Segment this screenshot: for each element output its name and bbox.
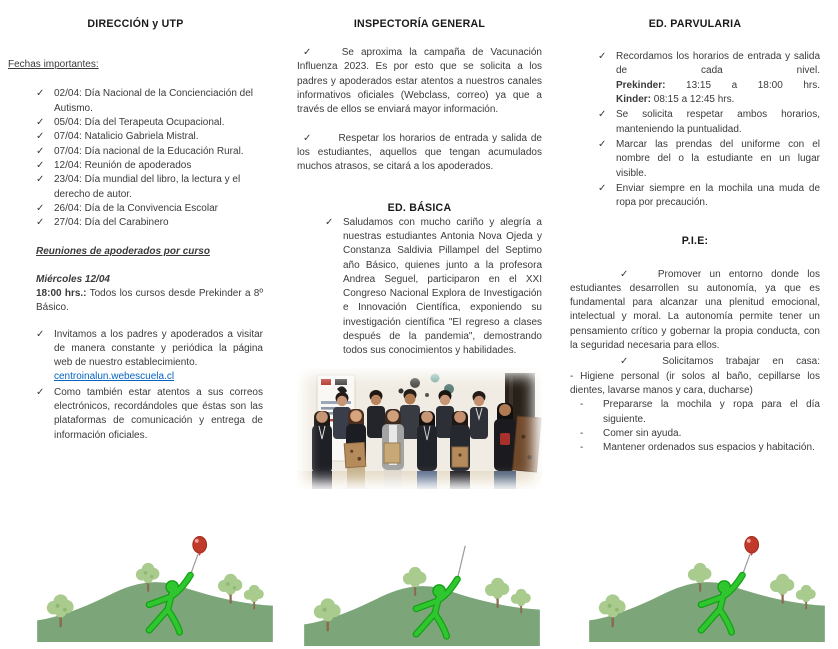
prekinder-schedule: Prekinder: 13:15 a 18:00 hrs.: [616, 79, 820, 91]
ed-basica-list: [297, 216, 542, 359]
check-icon: ✓: [598, 51, 607, 63]
autonomy-text: Promover un entorno donde los estudiantes desarrollen su autonomía, ya que es fundamental para alcanzar una plenitud emocional, intelectual y moral. La autonomía permite tener un pensamiento crítico y gobernar la propia conducta, con la seguridad necesaria para ellos.: [570, 268, 820, 352]
task-text: Comer sin ayuda.: [603, 427, 682, 439]
meetings-block: [36, 245, 263, 315]
schedule-text: Respetar los horarios de entrada y salida de los estudiantes, aquellos que tengan acumulados muchos atrasos, se citará a los apoderados.: [297, 132, 542, 173]
punctuality-item: [598, 108, 820, 137]
autonomy-paragraph: [570, 268, 820, 354]
uniform-text: Marcar las prendas del uniforme con el nombre del o la estudiante en un lugar visible.: [616, 138, 820, 179]
check-icon: ✓: [36, 217, 45, 229]
schedule-item: [598, 50, 820, 107]
notices-list: [8, 328, 263, 443]
check-icon: ✓: [36, 174, 45, 186]
email-notice-text: Como también estar atentos a sus correos electrónicos, recordándoles que éstas son las plataformas de comunicación y entrega de información oficiales.: [54, 386, 263, 441]
date-item: [36, 130, 263, 144]
task-text: Prepararse la mochila y ropa para el día siguiente.: [603, 399, 820, 425]
uniform-item: [598, 138, 820, 181]
task-item: [580, 441, 820, 455]
date-item: [36, 173, 263, 202]
dates-heading: Fechas importantes:: [8, 59, 99, 71]
backpack-text: Enviar siempre en la mochila una muda de ropa por precaución.: [616, 182, 820, 209]
date-item: [36, 216, 263, 230]
meeting-courses: Todos los cursos desde Prekinder a 8º Básico.: [36, 288, 263, 314]
congress-item: [325, 216, 542, 359]
hill-illustration: [588, 532, 826, 642]
check-icon: ✓: [36, 117, 45, 129]
task-item: [580, 427, 820, 441]
meetings-heading: Reuniones de apoderados por curso: [36, 246, 210, 258]
vaccination-paragraph: [297, 46, 542, 117]
punctuality-text: Se solicita respetar ambos horarios, manteniendo la puntualidad.: [616, 109, 820, 135]
schedule-paragraph: [297, 132, 542, 175]
check-icon: ✓: [36, 131, 45, 143]
date-item: [36, 202, 263, 216]
check-icon: ✓: [36, 159, 45, 171]
backpack-item: [598, 182, 820, 211]
date-text: 07/04: Día nacional de la Educación Rural.: [54, 145, 244, 157]
task-text: Mantener ordenados sus espacios y habitación.: [603, 442, 815, 454]
section-title-ed-basica: ED. BÁSICA: [387, 201, 452, 214]
congress-text: Saludamos con mucho cariño y alegría a nuestras estudiantes Antonia Nova Ojeda y Constanza Saldivia Pillampel del Septimo año Básico, quienes junto a la profesora Andrea Seguel, participaron en el XXI Congreso Nacional Explora de Investigación e Innovación Científica, exponiendo su investigación científica "El regreso a clases después de la pandemia", demostrando todos sus conocimientos y habilidades.: [343, 216, 542, 357]
hill: [589, 582, 825, 642]
column-inspectoria-general: [283, 0, 558, 649]
date-item: [36, 116, 263, 130]
date-text: 05/04: Día del Terapeuta Ocupacional.: [54, 117, 225, 129]
website-notice: [36, 328, 263, 385]
check-icon: ✓: [36, 202, 45, 214]
dash-icon: -: [580, 399, 584, 411]
check-icon: ✓: [620, 268, 634, 280]
check-icon: ✓: [598, 109, 607, 121]
email-notice: [36, 386, 263, 443]
check-icon: ✓: [36, 386, 45, 398]
date-text: 02/04: Día Nacional de la Concienciación del Autismo.: [54, 88, 254, 114]
section-title-inspectoria: INSPECTORÍA GENERAL: [353, 18, 486, 30]
hill-illustration: [303, 536, 541, 646]
section-title-direccion-utp: DIRECCIÓN y UTP: [87, 18, 184, 30]
hill: [37, 582, 273, 642]
school-website-link[interactable]: centroinalun.webescuela.cl: [54, 371, 175, 383]
check-icon: ✓: [36, 88, 45, 100]
balloon-string: [457, 546, 465, 579]
column-ed-parvularia: [558, 0, 838, 649]
homework-request-text: Solicitamos trabajar en casa:: [662, 356, 820, 368]
important-dates-list: [8, 87, 263, 230]
check-icon: ✓: [598, 138, 607, 150]
kinder-schedule: Kinder: 08:15 a 12:45 hrs.: [616, 94, 735, 106]
balloon-icon: [193, 537, 207, 557]
dash-icon: -: [580, 442, 584, 454]
website-notice-text: Invitamos a los padres y apoderados a visitar de manera constante y periódica la página web de nuestro establecimiento.: [54, 328, 263, 369]
check-icon: ✓: [36, 328, 45, 340]
date-text: 27/04: Día del Carabinero: [54, 217, 169, 229]
meeting-time: 18:00 hrs.:: [36, 288, 87, 299]
date-text: 23/04: Día mundial del libro, la lectura y el derecho de autor.: [54, 174, 241, 200]
dash-icon: -: [580, 427, 584, 439]
meeting-day: Miércoles 12/04: [36, 273, 110, 285]
meeting-description: [36, 287, 263, 316]
check-icon: ✓: [620, 356, 639, 368]
check-icon: ✓: [303, 47, 316, 59]
hill: [304, 586, 540, 646]
hygiene-line: - Higiene personal (ir solos al baño, cepillarse los dientes, lavarse manos y cara, ducharse): [570, 370, 820, 396]
group-photo: [297, 367, 542, 489]
section-title-pie: P.I.E:: [681, 235, 709, 248]
check-icon: ✓: [598, 182, 607, 194]
balloon-string: [742, 554, 750, 576]
date-item: [36, 87, 263, 116]
date-text: 26/04: Día de la Convivencia Escolar: [54, 202, 218, 214]
balloon-string: [190, 554, 198, 576]
homework-request-line: [570, 355, 820, 369]
balloon-icon: [745, 537, 759, 557]
section-title-ed-parvularia: ED. PARVULARIA: [648, 18, 742, 30]
group-photo-illustration: [297, 367, 542, 489]
schedule-intro: Recordamos los horarios de entrada y salida de cada nivel.: [616, 51, 820, 77]
parvularia-list: [570, 50, 820, 210]
date-text: 12/04: Reunión de apoderados: [54, 159, 192, 171]
column-direccion-utp: [0, 0, 283, 649]
check-icon: ✓: [36, 145, 45, 157]
date-item: [36, 145, 263, 159]
check-icon: ✓: [303, 132, 313, 144]
date-text: 07/04: Natalicio Gabriela Mistral.: [54, 131, 199, 143]
check-icon: ✓: [325, 216, 334, 228]
date-item: [36, 159, 263, 173]
task-item: [580, 398, 820, 427]
hill-illustration: [36, 532, 274, 642]
vaccination-text: Se aproxima la campaña de Vacunación Influenza 2023. Es por esto que se solicita a los padres y apoderados estar atentos a nuestros canales informativos oficiales (Webclass, correo) ya que a través de ellos se enviará mayor información.: [297, 47, 542, 116]
home-tasks-list: [570, 398, 820, 455]
